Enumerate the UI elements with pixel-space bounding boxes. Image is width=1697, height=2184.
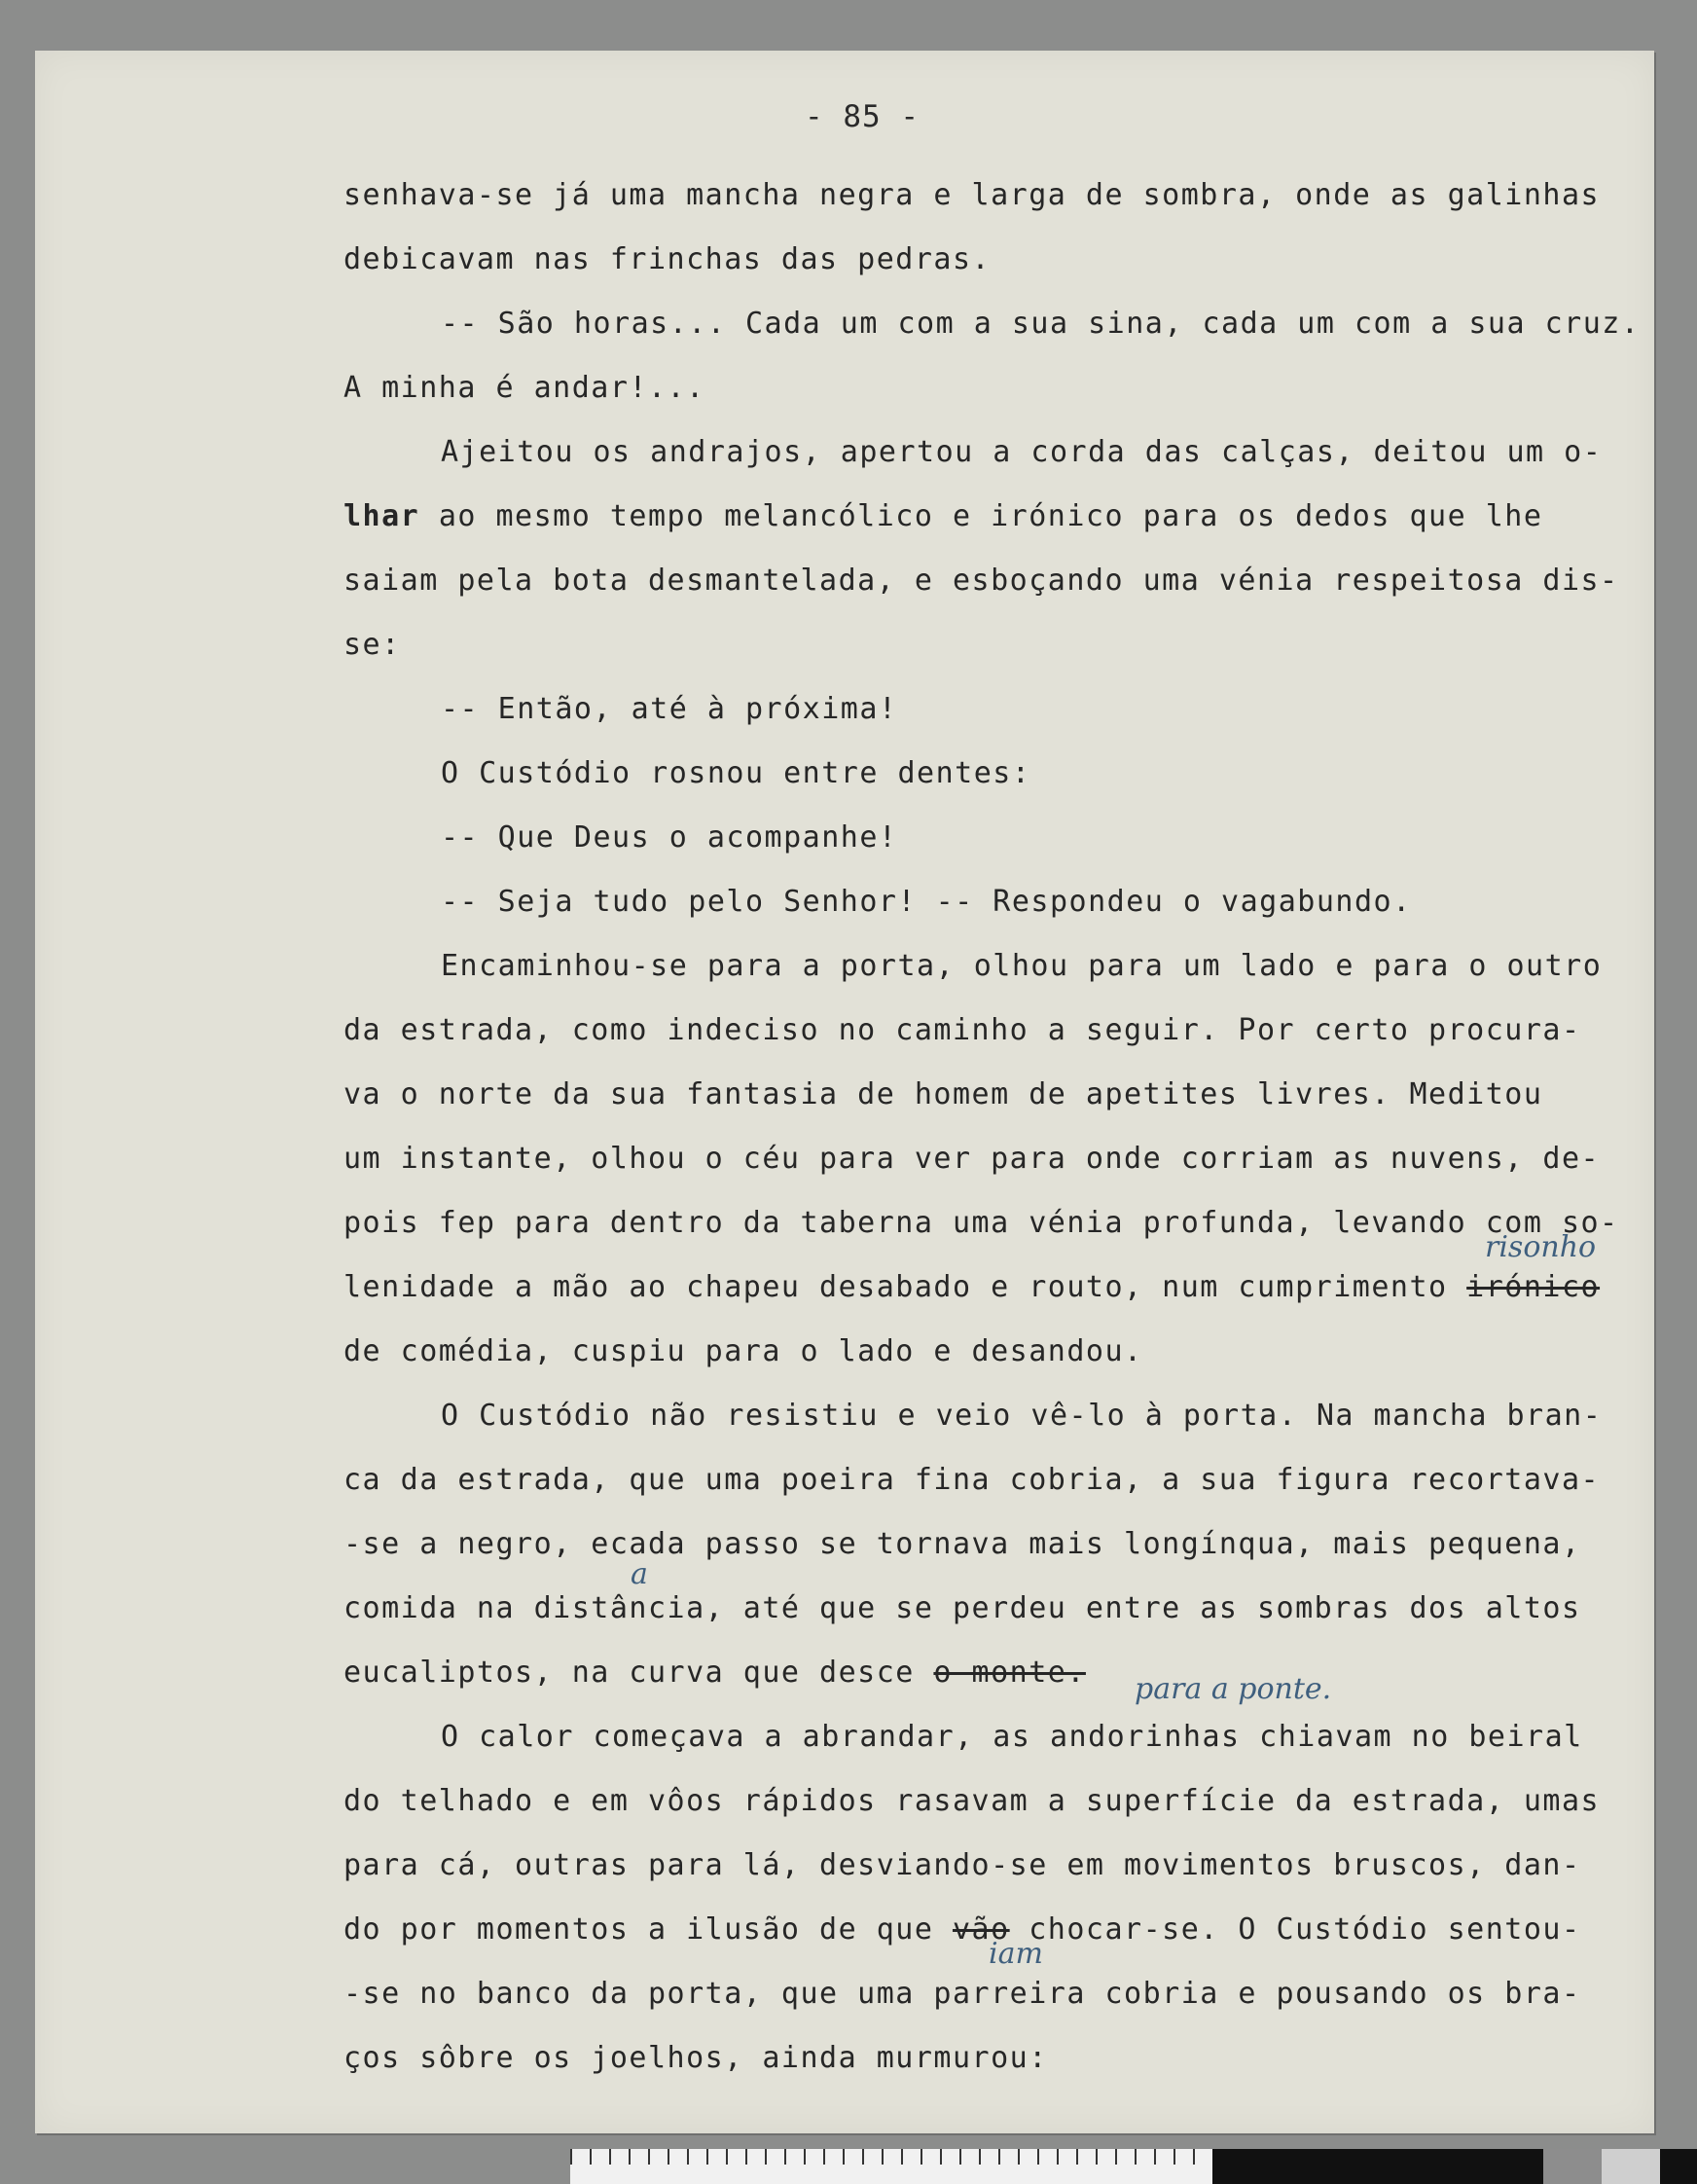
text-line: um instante, olhou o céu para ver para onde corriam as nuvens, de-	[343, 1142, 1601, 1176]
text-fragment: cada passo se tornava mais longínqua, mais pequena,	[609, 1527, 1581, 1561]
text-line: para cá, outras para lá, desviando-se em movimentos bruscos, dan-	[343, 1848, 1581, 1882]
handwritten-insertion: a	[631, 1557, 648, 1591]
handwritten-insertion: para a ponte.	[1135, 1672, 1332, 1706]
text-line: A minha é andar!...	[343, 371, 705, 405]
text-line: -- Seja tudo pelo Senhor! -- Respondeu o vagabundo.	[441, 885, 1412, 919]
text-line: Ajeitou os andrajos, apertou a corda das calças, deitou um o-	[441, 435, 1603, 469]
text-fragment: ao mesmo tempo melancólico e irónico para os dedos que lhe	[438, 499, 1543, 533]
text-line: -se no banco da porta, que uma parreira cobria e pousando os bra-	[343, 1977, 1581, 2011]
text-line: debicavam nas frinchas das pedras.	[343, 242, 992, 276]
text-line	[343, 1256, 1686, 1320]
text-line	[343, 1512, 1686, 1577]
overtyped-word: lhar	[343, 499, 420, 533]
text-line: comida na distância, até que se perdeu entre as sombras dos altos	[343, 1591, 1581, 1625]
text-line: se:	[343, 628, 401, 662]
page-number: - 85 -	[805, 99, 920, 134]
typed-text	[343, 164, 1686, 2091]
text-line: O Custódio rosnou entre dentes:	[441, 756, 1031, 790]
struck-word: irónico	[1466, 1270, 1601, 1304]
text-line: -- São horas... Cada um com a sua sina, cada um com a sua cruz.	[441, 307, 1641, 341]
text-line: Encaminhou-se para a porta, olhou para um lado e para o outro	[441, 949, 1603, 983]
text-line: saiam pela bota desmantelada, e esboçando uma vénia respeitosa dis-	[343, 564, 1619, 598]
struck-word: o monte.	[933, 1656, 1086, 1690]
scale-ruler	[570, 2149, 1697, 2184]
text-line: de comédia, cuspiu para o lado e desandou.	[343, 1334, 1143, 1368]
text-line: O calor começava a abrandar, as andorinhas chiavam no beiral	[441, 1720, 1583, 1754]
text-line: -- Que Deus o acompanhe!	[441, 820, 898, 855]
text-line: ços sôbre os joelhos, ainda murmurou:	[343, 2041, 1048, 2075]
handwritten-insertion: iam	[989, 1937, 1043, 1971]
handwritten-insertion: risonho	[1485, 1230, 1597, 1264]
text-line: do telhado e em vôos rápidos rasavam a superfície da estrada, umas	[343, 1784, 1601, 1818]
text-fragment: eucaliptos, na curva que desce	[343, 1656, 934, 1690]
text-fragment: chocar-se. O Custódio sentou-	[1029, 1912, 1581, 1947]
struck-word: vão	[952, 1912, 1010, 1947]
text-line: pois fep para dentro da taberna uma vénia profunda, levando com so-	[343, 1206, 1619, 1240]
text-fragment: -se a negro, e	[343, 1527, 610, 1561]
text-fragment: do por momentos a ilusão de que	[343, 1912, 953, 1947]
text-line: va o norte da sua fantasia de homem de apetites livres. Meditou	[343, 1077, 1543, 1111]
text-line: O Custódio não resistiu e veio vê-lo à porta. Na mancha bran-	[441, 1399, 1603, 1433]
text-fragment: lenidade a mão ao chapeu desabado e routo, num cumprimento	[343, 1270, 1467, 1304]
text-line	[343, 485, 1686, 549]
typescript-page	[35, 51, 1654, 2133]
text-line: -- Então, até à próxima!	[441, 692, 898, 726]
text-line	[343, 1641, 1686, 1705]
text-line: da estrada, como indeciso no caminho a seguir. Por certo procura-	[343, 1013, 1581, 1047]
text-line: ca da estrada, que uma poeira fina cobria, a sua figura recortava-	[343, 1463, 1601, 1497]
text-line: senhava-se já uma mancha negra e larga de sombra, onde as galinhas	[343, 178, 1601, 212]
